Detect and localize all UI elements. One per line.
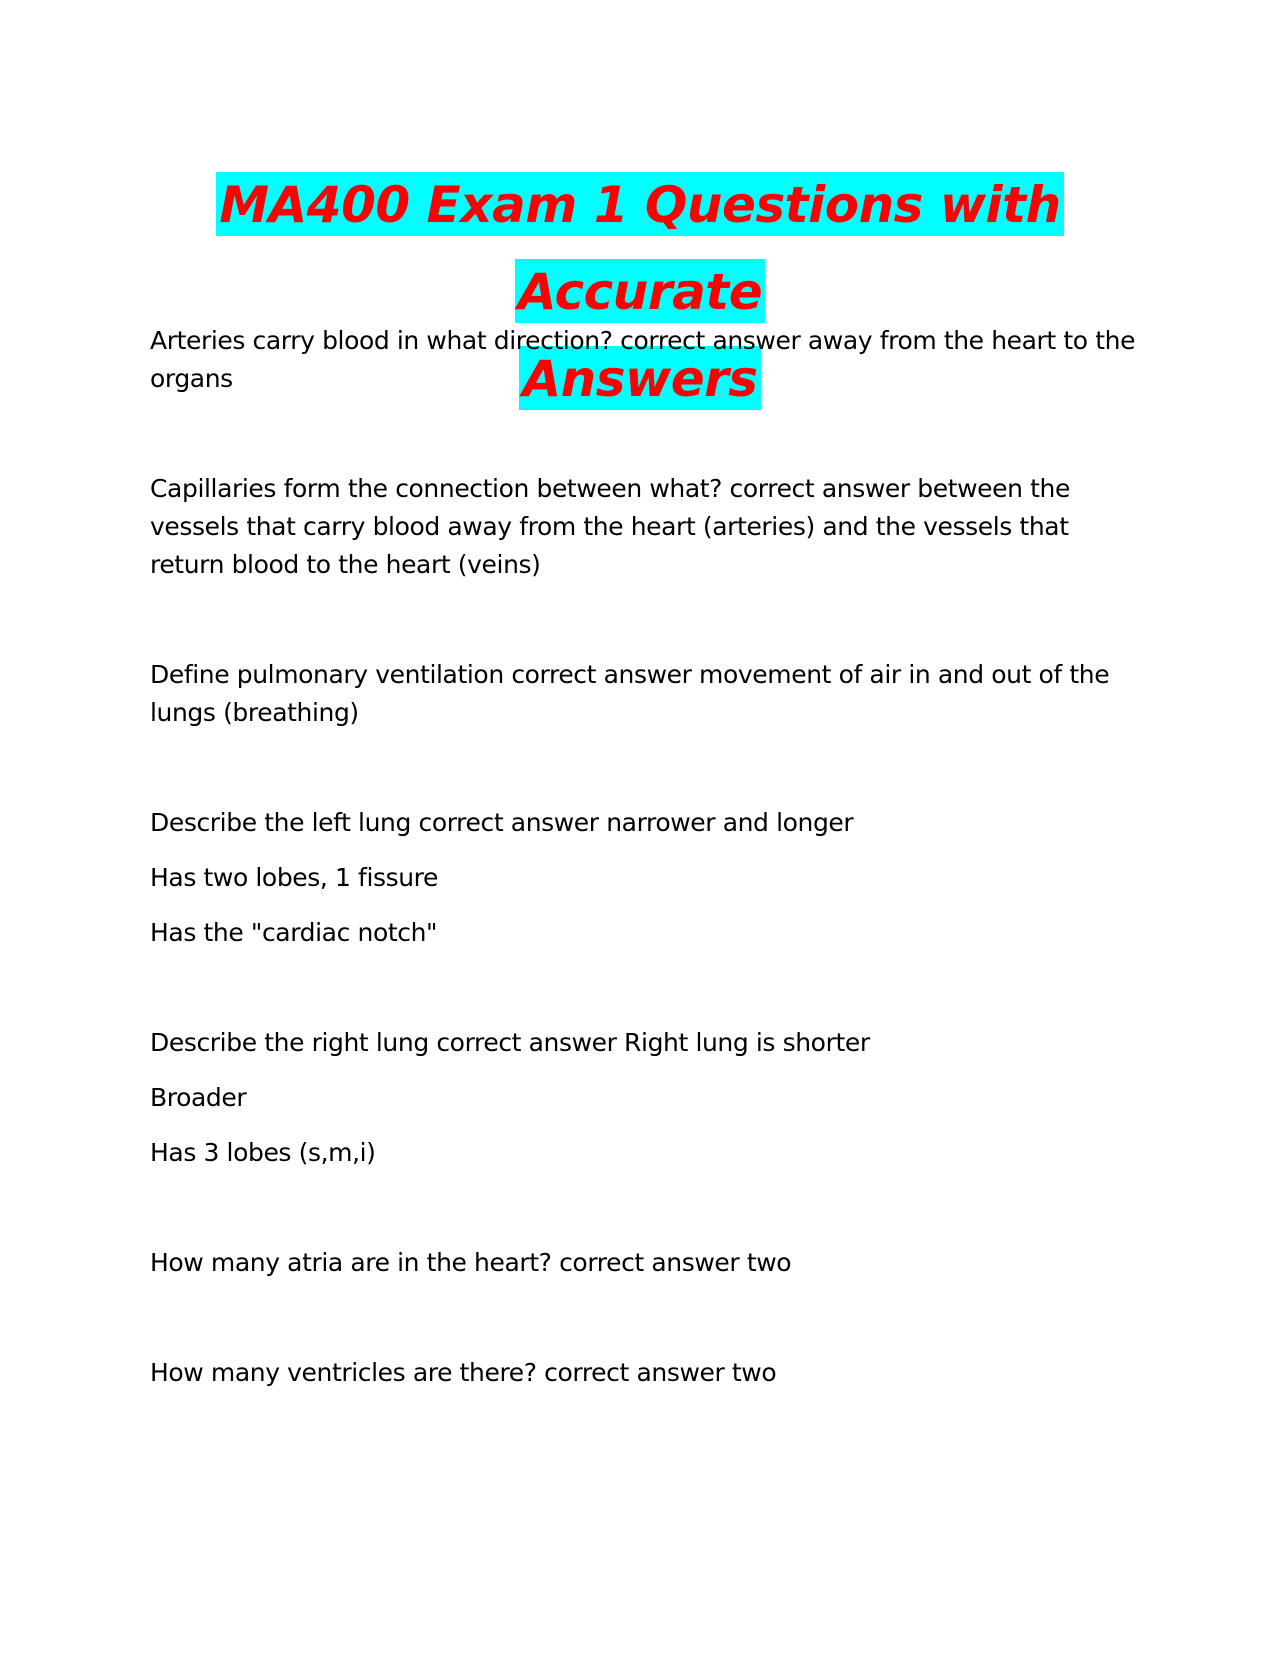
qa-item-left-lung: Describe the left lung correct answer narrower and longer xyxy=(150,808,854,837)
qa-item-right-lung-detail: Has 3 lobes (s,m,i) xyxy=(150,1138,376,1167)
title-line-1: MA400 Exam 1 Questions with Accurate xyxy=(216,172,1063,323)
qa-item-ventricles: How many ventricles are there? correct answer two xyxy=(150,1358,777,1387)
qa-item-pulmonary-ventilation: Define pulmonary ventilation correct answer movement of air in and out of the lungs (breathing) xyxy=(150,660,1110,727)
qa-item-left-lung-detail: Has the "cardiac notch" xyxy=(150,918,438,947)
qa-item-arteries: Arteries carry blood in what direction? correct answer away from the heart to the organs xyxy=(150,326,1136,393)
qa-item-atria: How many atria are in the heart? correct answer two xyxy=(150,1248,792,1277)
qa-list xyxy=(150,322,1140,1392)
title-line-2: Answers xyxy=(519,346,760,410)
qa-item-right-lung: Describe the right lung correct answer Right lung is shorter xyxy=(150,1028,870,1057)
qa-item-left-lung-detail: Has two lobes, 1 fissure xyxy=(150,863,438,892)
qa-item-right-lung-detail: Broader xyxy=(150,1083,247,1112)
qa-item-capillaries: Capillaries form the connection between what? correct answer between the vessels that carry blood away from the heart (arteries) and the vessels that return blood to the heart (veins) xyxy=(150,474,1070,579)
